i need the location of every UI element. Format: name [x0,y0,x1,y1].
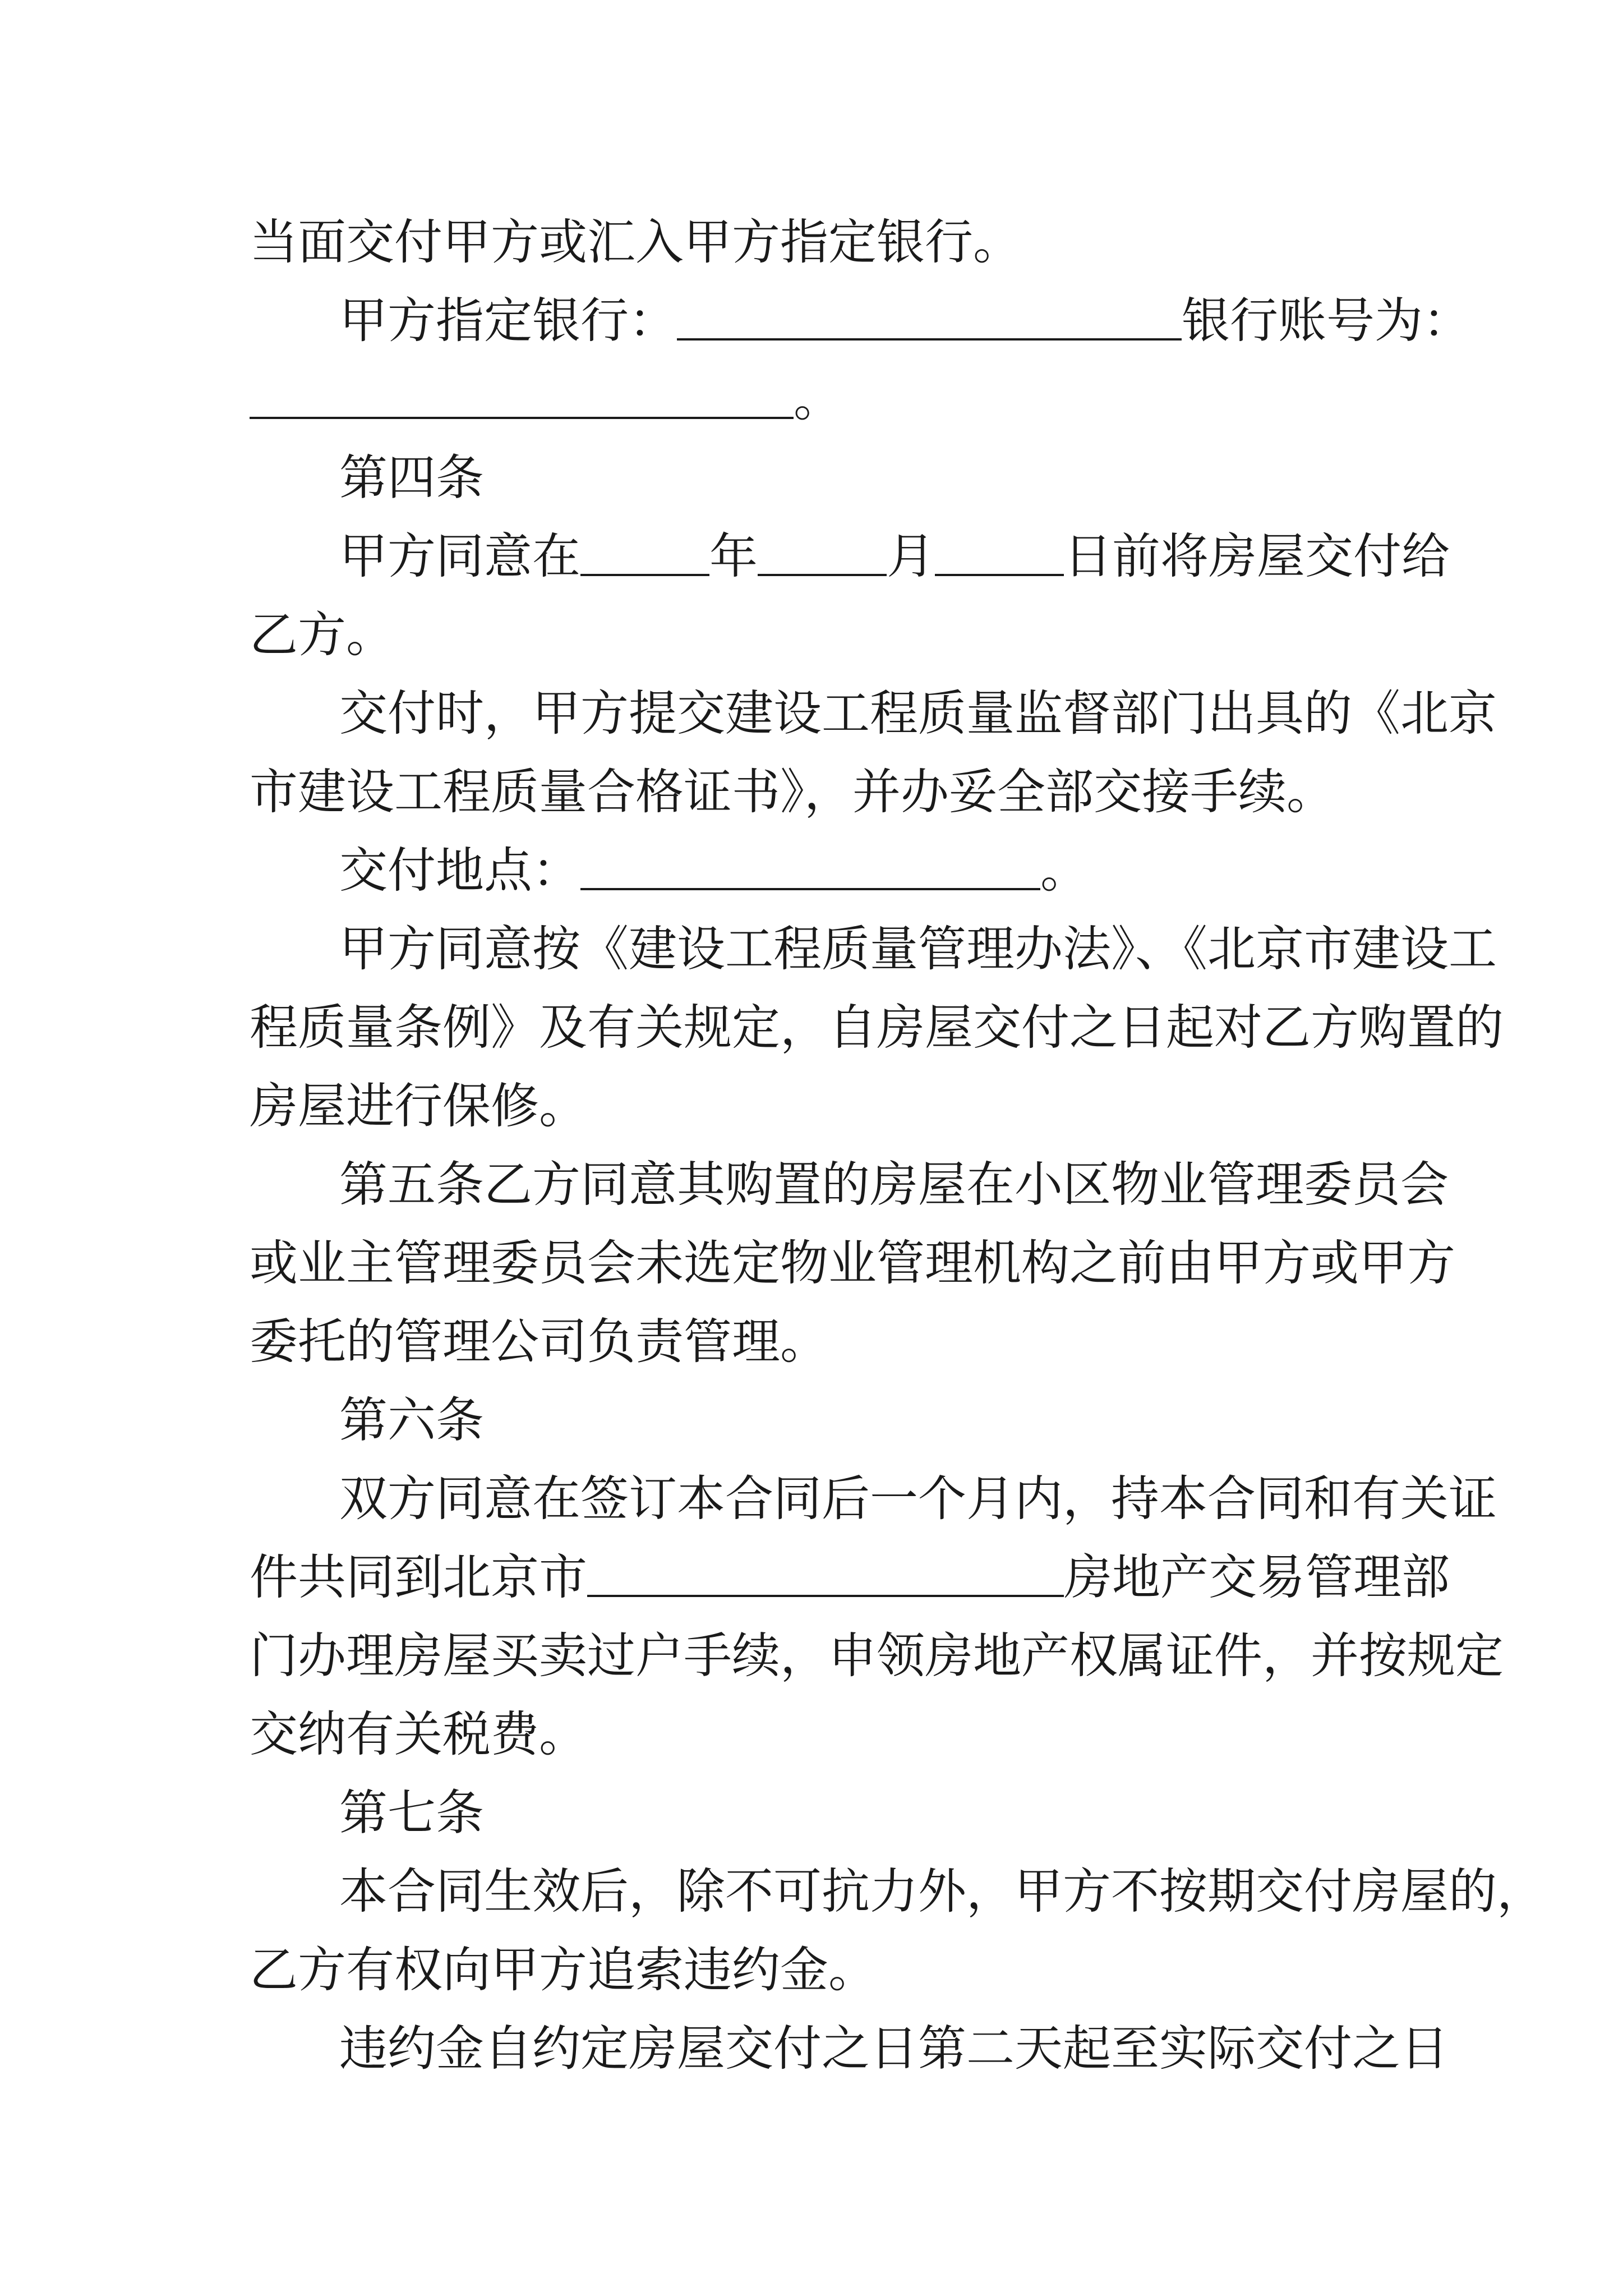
registry-line [250,1547,1450,1608]
year-blank [580,535,709,576]
month-blank [758,535,887,576]
text-line: 房屋进行保修。 [250,1078,587,1134]
text-line: 甲方同意按《建设工程质量管理办法》、《北京市建设工 [339,921,1497,977]
text-line: 乙方有权向甲方追索违约金。 [250,1942,877,1998]
article-5-line: 第五条乙方同意其购置的房屋在小区物业管理委员会 [339,1157,1449,1213]
text-line: 双方同意在签订本合同后一个月内，持本合同和有关证 [339,1471,1497,1527]
account-label: 银行账号为： [1182,293,1471,349]
text-segment: 日前将房屋交付给 [1064,528,1450,585]
text-line: 程质量条例》及有关规定，自房屋交付之日起对乙方购置的 [250,1000,1504,1056]
day-blank [935,535,1064,576]
location-blank [580,849,1040,890]
year-label: 年 [709,528,758,585]
delivery-location-line [339,840,1382,901]
text-line: 委托的管理公司负责管理。 [250,1314,828,1370]
account-line [250,369,1382,430]
text-line: 市建设工程质量合格证书》，并办妥全部交接手续。 [250,764,1335,820]
text-line: 交纳有关税费。 [250,1706,587,1763]
bank-label: 甲方指定银行： [339,293,677,349]
district-blank [587,1556,1064,1597]
article-4-heading: 第四条 [339,450,484,506]
bank-name-blank [677,299,1182,341]
text-line: 本合同生效后，除不可抗力外，甲方不按期交付房屋的， [339,1864,1545,1920]
text-segment: 件共同到北京市 [250,1549,587,1605]
location-label: 交付地点： [339,843,580,899]
delivery-date-line [339,526,1450,587]
text-line: 乙方。 [250,607,394,663]
period-text: 。 [794,371,842,427]
text-line: 门办理房屋买卖过户手续，申领房地产权属证件，并按规定 [250,1628,1504,1684]
text-line: 交付时，甲方提交建设工程质量监督部门出具的《北京 [339,685,1497,742]
month-label: 月 [887,528,935,585]
period-text: 。 [1040,843,1089,899]
text-line: 或业主管理委员会未选定物业管理机构之前由甲方或甲方 [250,1235,1455,1291]
text-line: 违约金自约定房屋交付之日第二天起至实际交付之日 [339,2021,1449,2077]
article-6-heading: 第六条 [339,1392,484,1448]
bank-line [339,290,1471,352]
article-7-heading: 第七条 [339,1785,484,1841]
text-line: 当面交付甲方或汇入甲方指定银行。 [250,214,1021,270]
text-segment: 房地产交易管理部 [1064,1549,1450,1605]
text-segment: 甲方同意在 [339,528,580,585]
account-number-blank [250,378,794,419]
